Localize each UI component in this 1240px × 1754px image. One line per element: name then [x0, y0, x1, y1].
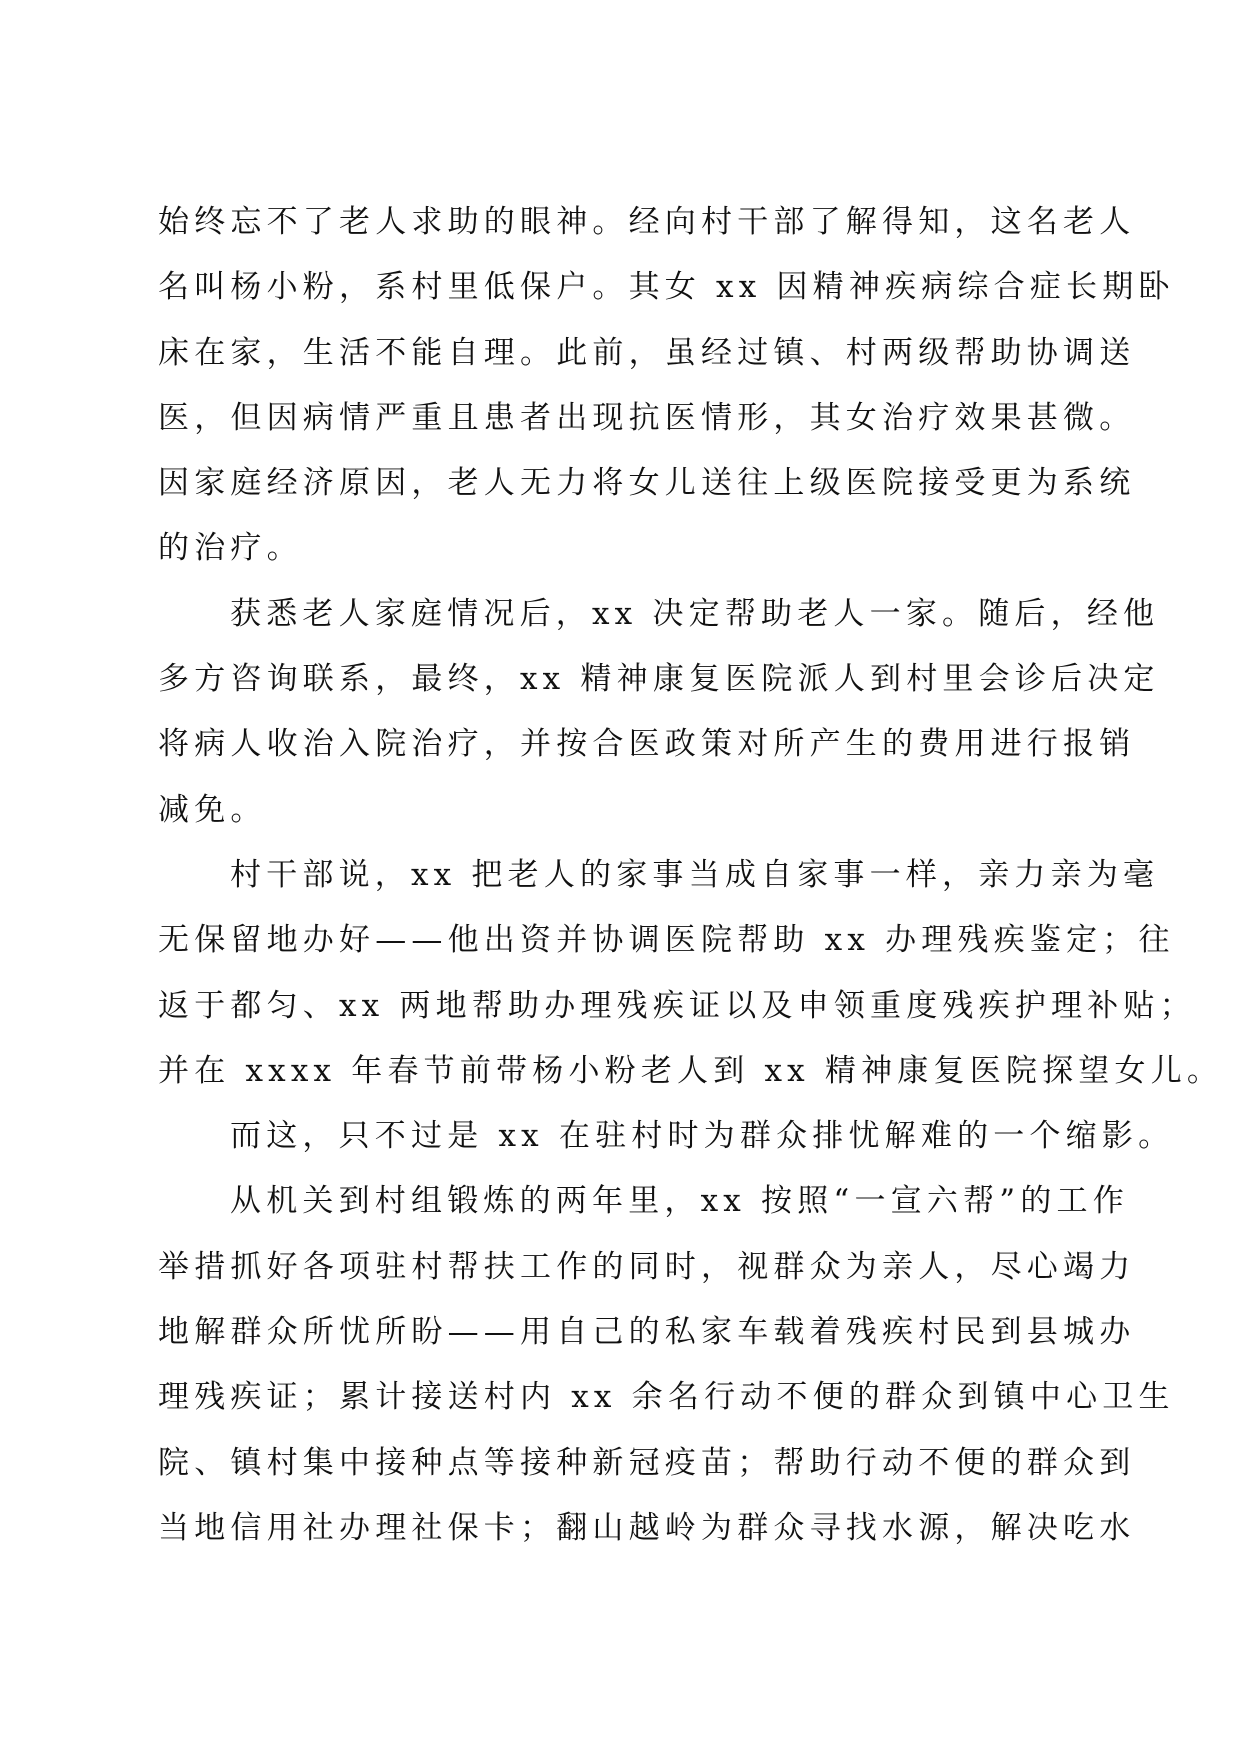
paragraph-5 — [158, 1169, 1175, 1561]
text-line: 院、镇村集中接种点等接种新冠疫苗；帮助行动不便的群众到 — [158, 1444, 1136, 1481]
text-line: 从机关到村组锻炼的两年里，xx 按照“一宣六帮”的工作 — [230, 1183, 1129, 1220]
paragraph-2 — [158, 582, 1160, 843]
document-body — [158, 190, 1224, 1561]
text-line: 床在家，生活不能自理。此前，虽经过镇、村两级帮助协调送 — [158, 334, 1136, 371]
text-line: 而这，只不过是 xx 在驻村时为群众排忧解难的一个缩影。 — [230, 1118, 1175, 1155]
text-line: 获悉老人家庭情况后，xx 决定帮助老人一家。随后，经他 — [230, 595, 1160, 632]
text-line: 将病人收治入院治疗，并按合医政策对所产生的费用进行报销 — [158, 726, 1136, 763]
text-line: 始终忘不了老人求助的眼神。经向村干部了解得知，这名老人 — [158, 204, 1136, 240]
text-line: 理残疾证；累计接送村内 xx 余名行动不便的群众到镇中心卫生 — [158, 1379, 1175, 1416]
text-line: 返于都匀、xx 两地帮助办理残疾证以及申领重度残疾护理补贴； — [158, 987, 1196, 1024]
text-line: 多方咨询联系，最终，xx 精神康复医院派人到村里会诊后决定 — [158, 661, 1160, 698]
text-line: 村干部说，xx 把老人的家事当成自家事一样，亲力亲为毫 — [230, 856, 1160, 893]
text-line: 名叫杨小粉，系村里低保户。其女 xx 因精神疾病综合症长期卧 — [158, 269, 1175, 306]
text-line: 无保留地办好——他出资并协调医院帮助 xx 办理残疾鉴定；往 — [158, 922, 1175, 959]
paragraph-4 — [158, 1104, 1175, 1169]
text-line: 举措抓好各项驻村帮扶工作的同时，视群众为亲人，尽心竭力 — [158, 1248, 1136, 1285]
text-line: 地解群众所忧所盼——用自己的私家车载着残疾村民到县城办 — [158, 1314, 1136, 1351]
text-line: 当地信用社办理社保卡；翻山越岭为群众寻找水源，解决吃水 — [158, 1509, 1136, 1546]
text-line: 减免。 — [158, 791, 267, 828]
paragraph-3 — [158, 843, 1224, 1104]
text-line: 并在 xxxx 年春节前带杨小粉老人到 xx 精神康复医院探望女儿。 — [158, 1052, 1224, 1089]
paragraph-1 — [158, 190, 1175, 582]
text-line: 因家庭经济原因，老人无力将女儿送往上级医院接受更为系统 — [158, 465, 1136, 502]
text-line: 的治疗。 — [158, 530, 303, 567]
text-line: 医，但因病情严重且患者出现抗医情形，其女治疗效果甚微。 — [158, 399, 1136, 436]
